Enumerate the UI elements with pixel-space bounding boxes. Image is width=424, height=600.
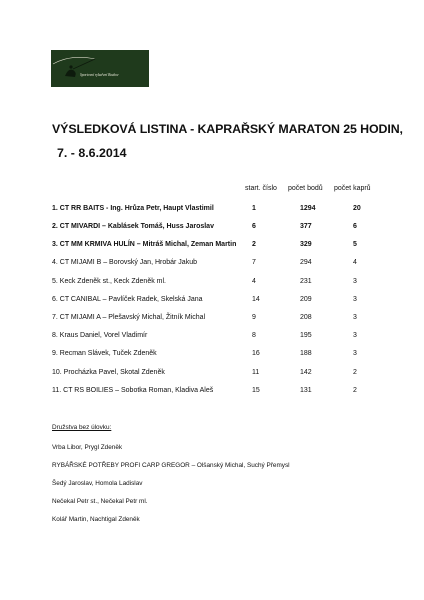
no-catch-team: Nečekal Petr st., Nečekal Petr ml. — [52, 498, 148, 505]
result-row — [52, 205, 382, 217]
result-row — [52, 241, 382, 253]
carp-count: 6 — [353, 223, 357, 230]
header-start-number: start. číslo — [245, 185, 277, 192]
no-catch-team: Kolář Martin, Nachtigal Zdeněk — [52, 516, 140, 523]
carp-count: 3 — [353, 314, 357, 321]
start-number: 1 — [252, 205, 256, 212]
result-row — [52, 259, 382, 271]
team-name: 5. Keck Zdeněk st., Keck Zdeněk ml. — [52, 278, 166, 285]
angler-silhouette-icon — [51, 50, 149, 87]
start-number: 7 — [252, 259, 256, 266]
points: 188 — [300, 350, 312, 357]
team-name: 1. CT RR BAITS - Ing. Hrůza Petr, Haupt Vlastimil — [52, 205, 214, 212]
team-name: 11. CT RS BOILIES – Sobotka Roman, Kladiva Aleš — [52, 387, 214, 394]
carp-count: 2 — [353, 369, 357, 376]
points: 231 — [300, 278, 312, 285]
carp-count: 4 — [353, 259, 357, 266]
carp-count: 20 — [353, 205, 361, 212]
result-row — [52, 296, 382, 308]
carp-count: 5 — [353, 241, 357, 248]
points: 294 — [300, 259, 312, 266]
no-catch-team: Šedý Jaroslav, Homola Ladislav — [52, 480, 143, 487]
result-row — [52, 332, 382, 344]
team-name: 4. CT MIJAMI B – Borovský Jan, Hrobár Jakub — [52, 259, 197, 266]
team-name: 9. Recman Slávek, Tuček Zdeněk — [52, 350, 157, 357]
start-number: 8 — [252, 332, 256, 339]
carp-count: 3 — [353, 296, 357, 303]
start-number: 6 — [252, 223, 256, 230]
result-row — [52, 223, 382, 235]
start-number: 15 — [252, 387, 260, 394]
points: 1294 — [300, 205, 316, 212]
team-name: 10. Procházka Pavel, Skotal Zdeněk — [52, 369, 165, 376]
points: 195 — [300, 332, 312, 339]
result-row — [52, 369, 382, 381]
result-row — [52, 350, 382, 362]
document-title: VÝSLEDKOVÁ LISTINA - KAPRAŘSKÝ MARATON 25 HODIN, — [52, 122, 403, 136]
points: 329 — [300, 241, 312, 248]
start-number: 14 — [252, 296, 260, 303]
event-date: 7. - 8.6.2014 — [57, 146, 127, 160]
result-row — [52, 314, 382, 326]
points: 209 — [300, 296, 312, 303]
team-name: 3. CT MM KRMIVA HULÍN – Mitráš Michal, Zeman Martin — [52, 241, 237, 248]
points: 142 — [300, 369, 312, 376]
no-catch-heading: Družstva bez úlovku: — [52, 424, 112, 431]
start-number: 16 — [252, 350, 260, 357]
logo-text: Sportovní rybaření Bozkov — [80, 73, 119, 77]
carp-count: 2 — [353, 387, 357, 394]
no-catch-team: RYBÁŘSKÉ POTŘEBY PROFI CARP GREGOR – Olšanský Michal, Suchý Přemysl — [52, 462, 290, 469]
result-row — [52, 387, 382, 399]
no-catch-team: Vrba Libor, Prygl Zdeněk — [52, 444, 123, 451]
header-carp-count: počet kaprů — [334, 185, 371, 192]
start-number: 9 — [252, 314, 256, 321]
carp-count: 3 — [353, 350, 357, 357]
team-name: 2. CT MIVARDI – Kablásek Tomáš, Huss Jaroslav — [52, 223, 214, 230]
start-number: 2 — [252, 241, 256, 248]
start-number: 4 — [252, 278, 256, 285]
carp-count: 3 — [353, 332, 357, 339]
header-points: počet bodů — [288, 185, 323, 192]
points: 208 — [300, 314, 312, 321]
club-logo — [51, 50, 149, 87]
result-row — [52, 278, 382, 290]
team-name: 6. CT CANIBAL – Pavlíček Radek, Skelská Jana — [52, 296, 203, 303]
start-number: 11 — [252, 369, 260, 376]
team-name: 8. Kraus Daniel, Vorel Vladimír — [52, 332, 148, 339]
carp-count: 3 — [353, 278, 357, 285]
points: 377 — [300, 223, 312, 230]
team-name: 7. CT MIJAMI A – Plešavský Michal, Žitník Michal — [52, 314, 206, 321]
points: 131 — [300, 387, 312, 394]
